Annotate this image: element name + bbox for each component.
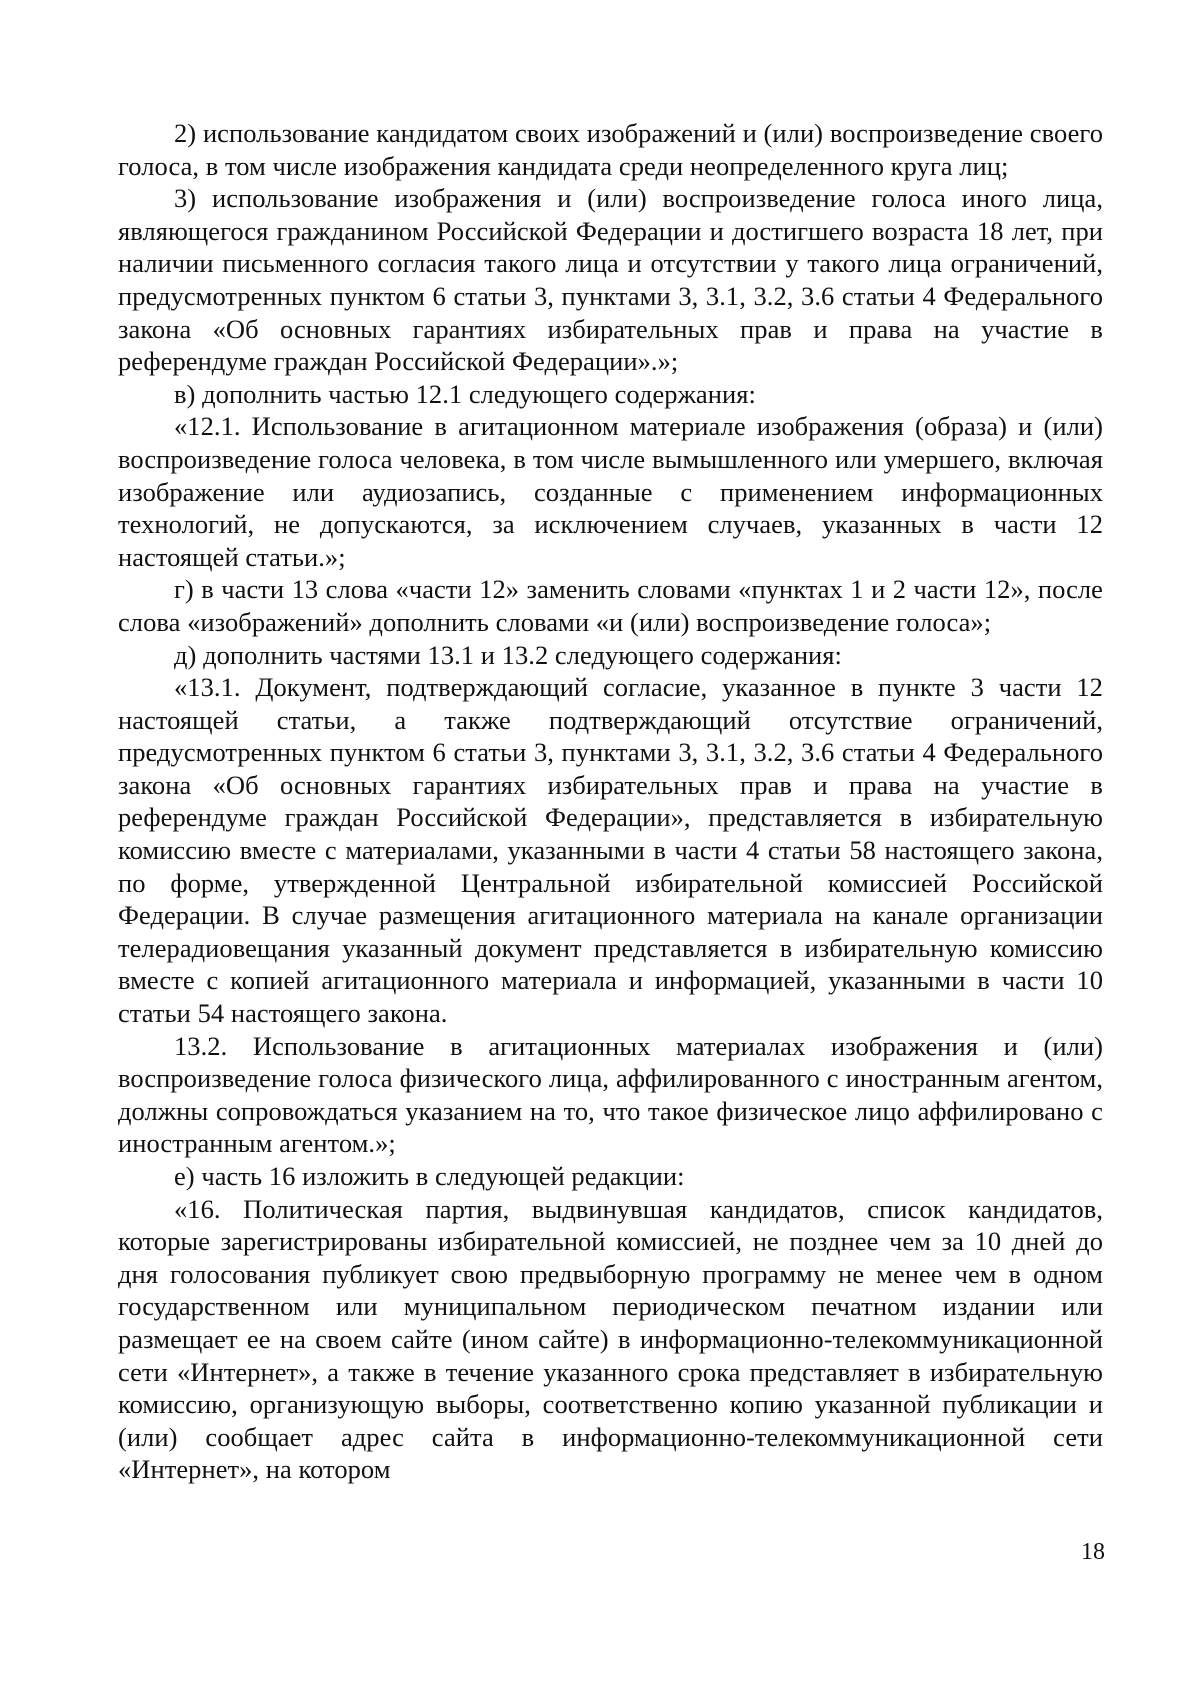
paragraph-part-12-1: «12.1. Использование в агитационном материале изображения (образа) и (или) воспроизведение голоса человека, в том числе вымышленного или умершего, включая изображение или аудиозапись, созданные с применением информационных технологий, не допускаются, за исключением случаев, указанных в части 12 настоящей статьи.»;: [118, 411, 1103, 572]
paragraph-part-16: «16. Политическая партия, выдвинувшая кандидатов, список кандидатов, которые зарегистрированы избирательной комиссией, не позднее чем за 10 дней до дня голосования публикует свою предвыборную программу не менее чем в одном государственном или муниципальном периодическом печатном издании или размещает ее на своем сайте (ином сайте) в информационно-телекоммуникационной сети «Интернет», а также в течение указанного срока представляет в избирательную комиссию, организующую выборы, соответственно копию указанной публикации и (или) сообщает адрес сайта в информационно-телекоммуникационной сети «Интернет», на котором: [118, 1193, 1103, 1485]
paragraph-g-amendment: г) в части 13 слова «части 12» заменить словами «пунктах 1 и 2 части 12», после слова «изображений» дополнить словами «и (или) воспроизведение голоса»;: [118, 574, 1103, 637]
paragraph-part-13-2: 13.2. Использование в агитационных материалах изображения и (или) воспроизведение голоса физического лица, аффилированного с иностранным агентом, должны сопровождаться указанием на то, что такое физическое лицо аффилировано с иностранным агентом.»;: [118, 1030, 1103, 1159]
paragraph-item-3: 3) использование изображения и (или) воспроизведение голоса иного лица, являющегося гражданином Российской Федерации и достигшего возраста 18 лет, при наличии письменного согласия такого лица и отсутствии у такого лица ограничений, предусмотренных пунктом 6 статьи 3, пунктами 3, 3.1, 3.2, 3.6 статьи 4 Федерального закона «Об основных гарантиях избирательных прав и права на участие в референдуме граждан Российской Федерации».»;: [118, 183, 1103, 377]
paragraph-item-2: 2) использование кандидатом своих изображений и (или) воспроизведение своего голоса, в том числе изображения кандидата среди неопределенного круга лиц;: [118, 118, 1103, 181]
document-body: [118, 117, 1103, 1486]
paragraph-part-13-1: «13.1. Документ, подтверждающий согласие, указанное в пункте 3 части 12 настоящей статьи, а также подтверждающий отсутствие ограничений, предусмотренных пунктом 6 статьи 3, пунктами 3, 3.1, 3.2, 3.6 статьи 4 Федерального закона «Об основных гарантиях избирательных прав и права на участие в референдуме граждан Российской Федерации», представляется в избирательную комиссию вместе с материалами, указанными в части 4 статьи 58 настоящего закона, по форме, утвержденной Центральной избирательной комиссией Российской Федерации. В случае размещения агитационного материала на канале организации телерадиовещания указанный документ представляется в избирательную комиссию вместе с копией агитационного материала и информацией, указанными в части 10 статьи 54 настоящего закона.: [118, 672, 1103, 1029]
paragraph-d-amendment: д) дополнить частями 13.1 и 13.2 следующего содержания:: [174, 639, 842, 670]
paragraph-v-amendment: в) дополнить частью 12.1 следующего содержания:: [174, 378, 756, 409]
paragraph-e-amendment: е) часть 16 изложить в следующей редакции:: [174, 1161, 685, 1191]
page-number: 18: [1081, 1539, 1105, 1565]
